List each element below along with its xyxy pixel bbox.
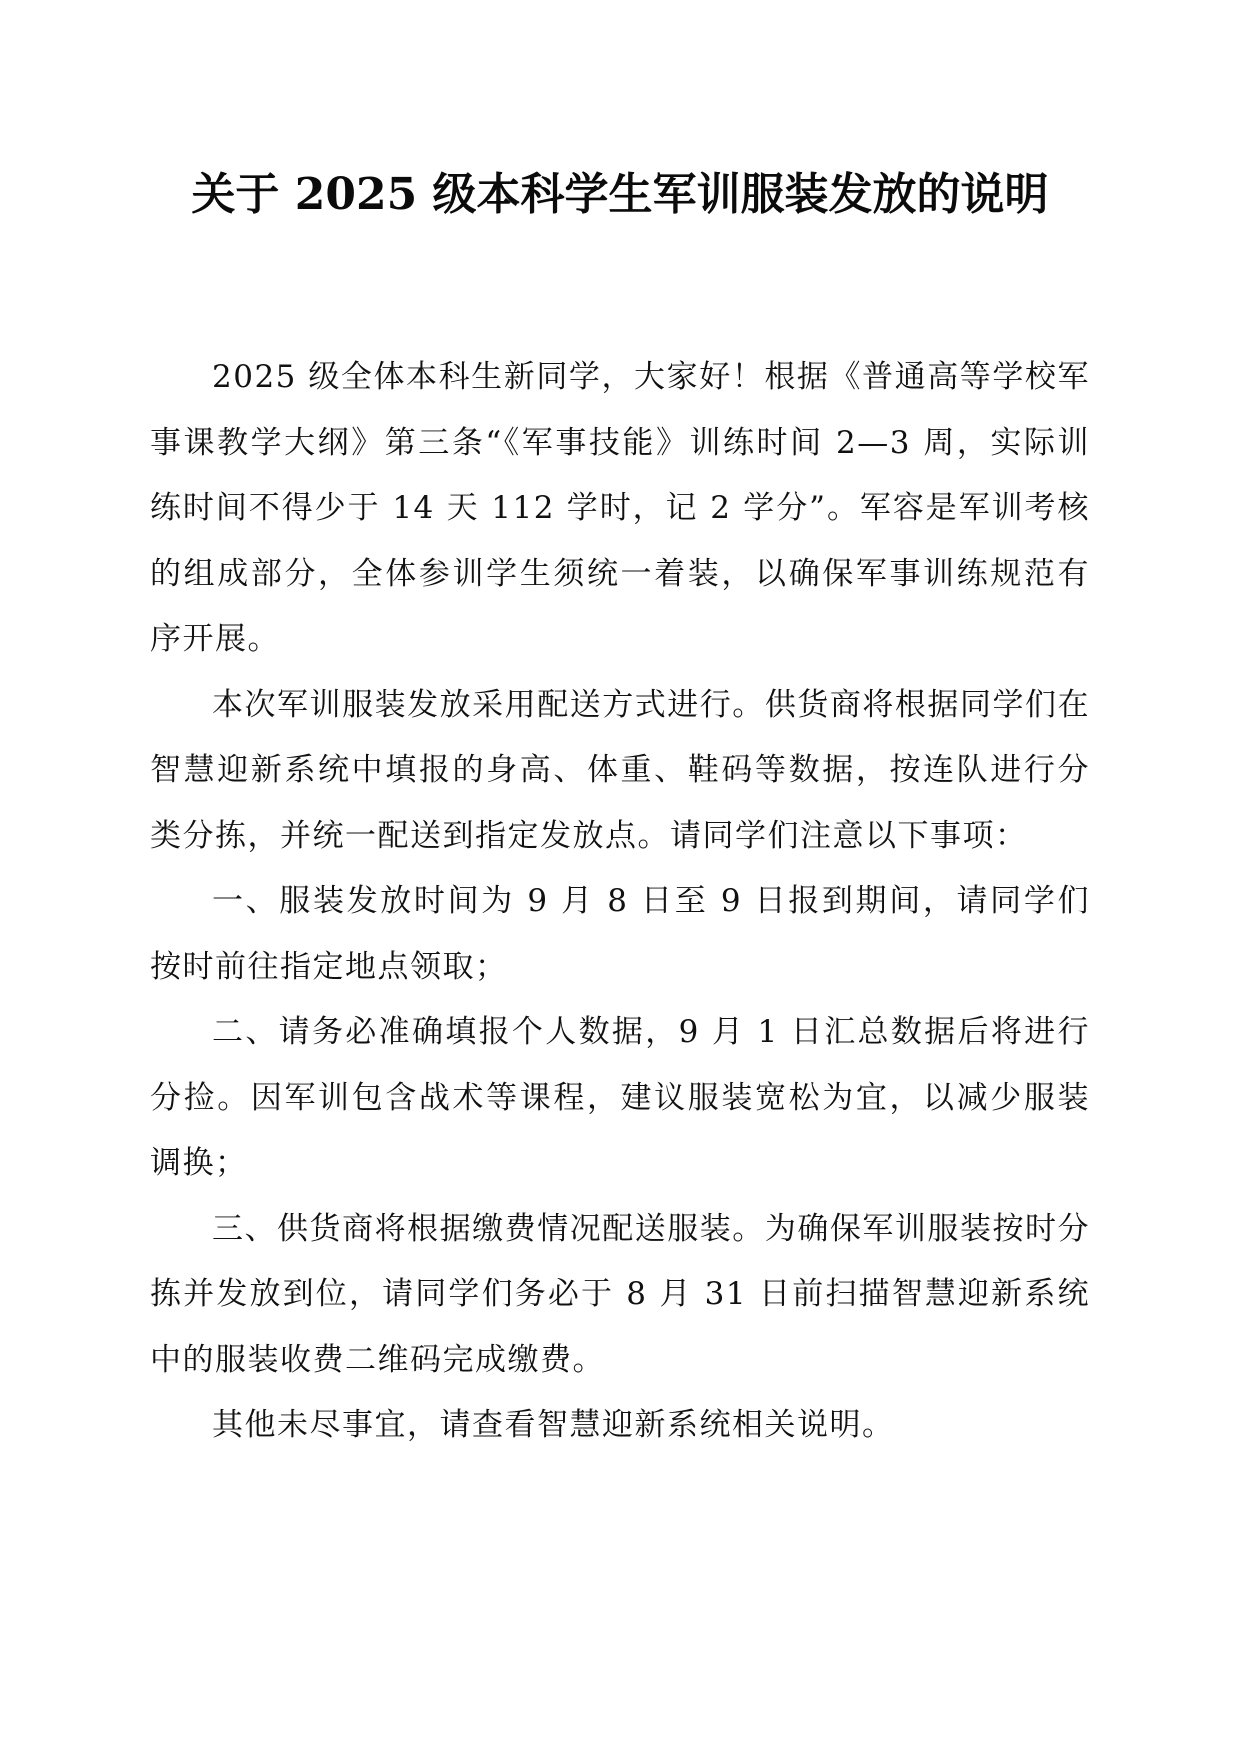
document-body xyxy=(150,345,1090,1459)
paragraph-item-1: 一、服装发放时间为 9 月 8 日至 9 日报到期间，请同学们按时前往指定地点领取； xyxy=(150,883,1090,985)
paragraph-distribution-method: 本次军训服装发放采用配送方式进行。供货商将根据同学们在智慧迎新系统中填报的身高、体重、鞋码等数据，按连队进行分类分拣，并统一配送到指定发放点。请同学们注意以下事项： xyxy=(150,686,1090,854)
paragraph-item-3: 三、供货商将根据缴费情况配送服装。为确保军训服装按时分拣并发放到位，请同学们务必于 8 月 31 日前扫描智慧迎新系统中的服装收费二维码完成缴费。 xyxy=(150,1210,1090,1378)
paragraph-intro: 2025 级全体本科生新同学，大家好！根据《普通高等学校军事课教学大纲》第三条“《军事技能》训练时间 2—3 周，实际训练时间不得少于 14 天 112 学时，记 2 学分”。军容是军训考核的组成部分，全体参训学生须统一着装，以确保军事训练规范有序开展。 xyxy=(150,359,1090,657)
paragraph-closing: 其他未尽事宜，请查看智慧迎新系统相关说明。 xyxy=(212,1407,895,1443)
document-title: 关于 2025 级本科学生军训服装发放的说明 xyxy=(191,169,1049,220)
paragraph-item-2: 二、请务必准确填报个人数据，9 月 1 日汇总数据后将进行分捡。因军训包含战术等课程，建议服装宽松为宜，以减少服装调换； xyxy=(150,1014,1090,1181)
